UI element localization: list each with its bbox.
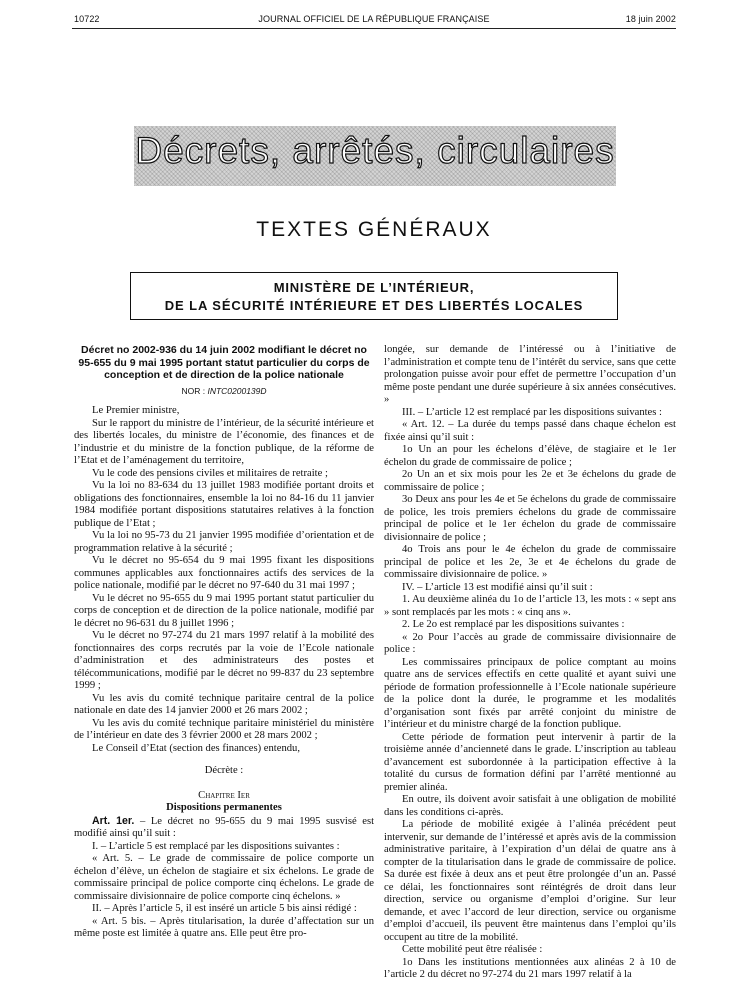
paragraph: Le Premier ministre,	[92, 405, 180, 416]
paragraph: « Art. 5 bis. – Après titularisation, la durée d’affectation sur un même poste est limitée à quatre ans. Elle peut être pro-	[74, 915, 374, 939]
paragraph: Vu la loi no 95-73 du 21 janvier 1995 modifiée d’orientation et de programmation relative à la sécurité ;	[74, 530, 374, 554]
page-number: 10722	[74, 14, 100, 24]
paragraph: « 2o Pour l’accès au grade de commissaire divisionnaire de police :	[384, 631, 676, 655]
paragraph: longée, sur demande de l’intéressé ou à l’initiative de l’administration et compte tenu de l’intérêt du service, sans que cette prolongation puisse avoir pour effet de permettre l’occupation d’un même poste pendant une durée supérieure à six années consécutives. »	[384, 344, 676, 405]
paragraph: Sur le rapport du ministre de l’intérieur, de la sécurité intérieure et des libertés locales, du ministre de l’économie, des finances et de l’industrie et du ministre de la fonction publique, de la réforme de l’Etat et de l’aménagement du territoire,	[74, 417, 374, 466]
article-1	[74, 815, 374, 841]
paragraph: 1o Un an pour les échelons d’élève, de stagiaire et le 1er échelon du grade de commissaire de police ;	[384, 444, 676, 468]
paragraph: III. – L’article 12 est remplacé par les dispositions suivantes :	[402, 406, 662, 418]
paragraph: IV. – L’article 13 est modifié ainsi qu’il suit :	[402, 581, 593, 593]
journal-title: JOURNAL OFFICIEL DE LA RÉPUBLIQUE FRANÇAISE	[258, 14, 490, 24]
chapter-title: Dispositions permanentes	[166, 802, 282, 813]
ministry-line-1: MINISTÈRE DE L’INTÉRIEUR,	[273, 280, 475, 295]
paragraph: 2. Le 2o est remplacé par les dispositions suivantes :	[402, 619, 625, 630]
paragraph: Le Conseil d’Etat (section des finances) entendu,	[92, 742, 300, 754]
rubric-banner	[134, 126, 616, 186]
right-column	[384, 344, 676, 982]
paragraph: « Art. 5. – Le grade de commissaire de police comporte un échelon d’élève, un échelon de stagiaire et six échelons. Le grade de commissaire principal de police comporte cinq échelons. Le grade de commissaire divisionnaire de police comporte cinq échelons. »	[74, 853, 374, 902]
paragraph: 2o Un an et six mois pour les 2e et 3e échelons du grade de commissaire de police ;	[384, 469, 676, 493]
paragraph: Vu les avis du comité technique paritaire central de la police nationale en date des 14 janvier 2000 et 26 mars 2002 ;	[74, 692, 374, 716]
ministry-box	[130, 272, 618, 320]
paragraph: Vu le décret no 95-654 du 9 mai 1995 fixant les dispositions communes applicables aux fonctionnaires actifs des services de la police nationale, modifié par le décret no 97-640 du 31 mai 1997 ;	[74, 555, 374, 591]
paragraph: Vu le décret no 95-655 du 9 mai 1995 portant statut particulier du corps de conception et de direction de la police nationale, modifié par le décret no 96-631 du 8 juillet 1996 ;	[74, 592, 374, 629]
nor-value: INTC0200139D	[207, 385, 267, 396]
rubric-banner-text: Décrets, arrêtés, circulaires	[135, 130, 615, 171]
paragraph: Vu la loi no 83-634 du 13 juillet 1983 modifiée portant droits et obligations des fonctionnaires, ensemble la loi no 84-16 du 11 janvier 1984 modifiée portant dispositions statutaires relatives à la fonction publique de l’Etat ;	[74, 480, 374, 529]
paragraph: En outre, ils doivent avoir satisfait à une obligation de mobilité dans les conditions ci-après.	[384, 794, 676, 818]
paragraph: Vu le code des pensions civiles et militaires de retraite ;	[92, 467, 328, 479]
nor-reference	[74, 385, 374, 398]
article-1-label: Art. 1er.	[92, 814, 135, 827]
paragraph: 4o Trois ans pour le 4e échelon du grade de commissaire principal de police et les 2e, 3e et 4e échelons du grade de commissaire divisionnaire de police. »	[384, 544, 676, 580]
paragraph: 1. Au deuxième alinéa du 1o de l’article 13, les mots : « sept ans » sont remplacés par les mots : « cinq ans ».	[384, 594, 676, 618]
paragraph: I. – L’article 5 est remplacé par les dispositions suivantes :	[92, 840, 340, 852]
header-rule	[72, 28, 676, 29]
paragraph: Cette mobilité peut être réalisée :	[402, 944, 543, 955]
paragraph: Cette période de formation peut intervenir à partir de la troisième année d’ancienneté dans le grade. L’inscription au tableau d’avancement est subordonnée à la participation effective à la totalité du cursus de formation défini par l’arrêté mentionné au premier alinéa.	[384, 731, 676, 793]
article-1-text: – Le décret no 95-655 du 9 mai 1995 susvisé est modifié ainsi qu’il suit :	[74, 815, 375, 839]
paragraph: Vu les avis du comité technique paritaire ministériel du ministère de l’intérieur en date des 3 février 2000 et 28 mars 2002 ;	[74, 717, 374, 741]
ministry-line-2: DE LA SÉCURITÉ INTÉRIEURE ET DES LIBERTÉS LOCALES	[164, 298, 584, 313]
paragraph: La période de mobilité exigée à l’alinéa précédent peut intervenir, sur demande de l’intéressé et après avis de la commission administrative paritaire, à l’expiration d’un délai de quatre ans à compter de la titularisation dans le grade de commissaire de police. Sa durée est fixée à deux ans et peut être prolongée d’un an. Passé ce délai, les fonctionnaires sont réintégrés de droit dans leur direction, service ou organisme d’emploi d’origine. Sur leur demande, et avec l’accord de leur direction, service ou organisme d’emploi d’accueil, ils peuvent être maintenus dans l’emploi qu’ils occupent au titre de la mobilité.	[384, 819, 676, 943]
paragraph: « Art. 12. – La durée du temps passé dans chaque échelon est fixée ainsi qu’il suit :	[384, 419, 676, 443]
paragraph: 3o Deux ans pour les 4e et 5e échelons du grade de commissaire de police, les trois premiers échelons du grade de commissaire principal de police et le 1er échelon du grade de commissaire divisionnaire de police ;	[384, 494, 676, 543]
paragraph: 1o Dans les institutions mentionnées aux alinéas 2 à 10 de l’article 2 du décret no 97-274 du 21 mars 1997 relatif à la	[384, 956, 676, 980]
issue-date: 18 juin 2002	[625, 14, 676, 24]
paragraph: II. – Après l’article 5, il est inséré un article 5 bis ainsi rédigé :	[92, 903, 357, 914]
decree-title: Décret no 2002-936 du 14 juin 2002 modifiant le décret no 95-655 du 9 mai 1995 portant statut particulier du corps de conception et de direction de la police nationale	[78, 344, 370, 381]
paragraph: Les commissaires principaux de police comptant au moins quatre ans de services effectifs en cette qualité et ayant suivi une période de formation professionnelle à l’Ecole nationale supérieure de la police dont la durée, le programme et les modalités d’organisation sont fixés par arrêté conjoint du ministre de l’intérieur et du ministre chargé de la fonction publique.	[384, 656, 676, 730]
chapter-heading: Chapitre Ier	[198, 789, 250, 801]
left-column	[74, 344, 374, 941]
section-title: TEXTES GÉNÉRAUX	[256, 218, 492, 241]
paragraph: Vu le décret no 97-274 du 21 mars 1997 relatif à la mobilité des fonctionnaires des corps recrutés par la voie de l’Ecole nationale d’administration et des administrateurs des postes et télécommunications, modifié par le décret no 99-837 du 23 septembre 1999 ;	[74, 630, 374, 691]
nor-label: NOR :	[181, 385, 206, 396]
decrete-line: Décrète :	[204, 765, 244, 776]
